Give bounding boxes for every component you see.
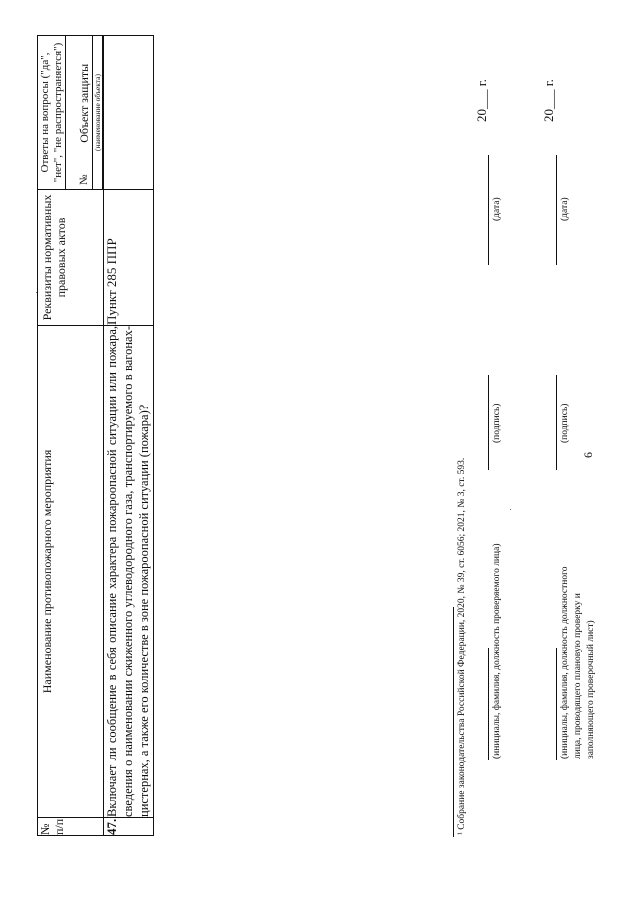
row-answer-cell[interactable] bbox=[104, 36, 154, 190]
person-line-2[interactable] bbox=[556, 648, 557, 760]
footnote-rule bbox=[453, 607, 454, 837]
signature-line-2[interactable] bbox=[556, 375, 557, 470]
date-caption-1: (дата) bbox=[492, 197, 502, 221]
person-caption-1: (инициалы, фамилия, должность проверяемого лица) bbox=[492, 543, 502, 759]
header-number: № п/п bbox=[38, 818, 104, 836]
header-answers-label: Ответы на вопросы ("да", "нет", "не распространяется") bbox=[38, 36, 66, 189]
year-field-2: 20___ г. bbox=[541, 79, 556, 122]
header-object-row bbox=[66, 36, 93, 189]
header-object-number: № bbox=[78, 174, 91, 185]
person-line-1[interactable] bbox=[488, 648, 489, 760]
scan-speck bbox=[36, 292, 37, 293]
row-requisite: Пункт 285 ППР bbox=[104, 190, 154, 326]
year-field-1: 20___ г. bbox=[474, 79, 489, 122]
row-number: 47. bbox=[104, 818, 154, 836]
checklist-table bbox=[37, 35, 154, 836]
header-answers bbox=[38, 36, 104, 190]
header-object-label: Объект защиты bbox=[77, 63, 92, 143]
date-line-2[interactable] bbox=[556, 155, 557, 265]
table-row bbox=[104, 36, 154, 836]
person-caption-2: (инициалы, фамилия, должность должностного лица, проводящего плановую проверку и заполняющего проверочный лист) bbox=[560, 566, 596, 759]
signature-line-1[interactable] bbox=[488, 375, 489, 470]
page-number: 6 bbox=[581, 452, 595, 458]
header-requisites: Реквизиты нормативных правовых актов bbox=[38, 190, 104, 326]
header-measure-name: Наименование противопожарного мероприятия bbox=[38, 326, 104, 818]
date-caption-2: (дата) bbox=[560, 197, 570, 221]
table-header-row bbox=[38, 36, 104, 836]
header-object-note: (наименование объекта) bbox=[93, 36, 103, 189]
signature-caption-2: (подпись) bbox=[560, 403, 570, 443]
scan-speck bbox=[510, 509, 511, 510]
row-question: Включает ли сообщение в себя описание характера пожароопасной ситуации или пожара, сведения о наименовании сжиженного углеводородного газа, транспортируемого в вагонах-цистернах, а также его количестве в зоне пожароопасной ситуации (пожара)? bbox=[104, 326, 154, 818]
date-line-1[interactable] bbox=[488, 155, 489, 265]
signature-caption-1: (подпись) bbox=[492, 403, 502, 443]
footnote: ¹ Собрание законодательства Российской Федерации, 2020, № 39, ст. 6056; 2021, № 3, ст. 593. bbox=[457, 457, 467, 835]
